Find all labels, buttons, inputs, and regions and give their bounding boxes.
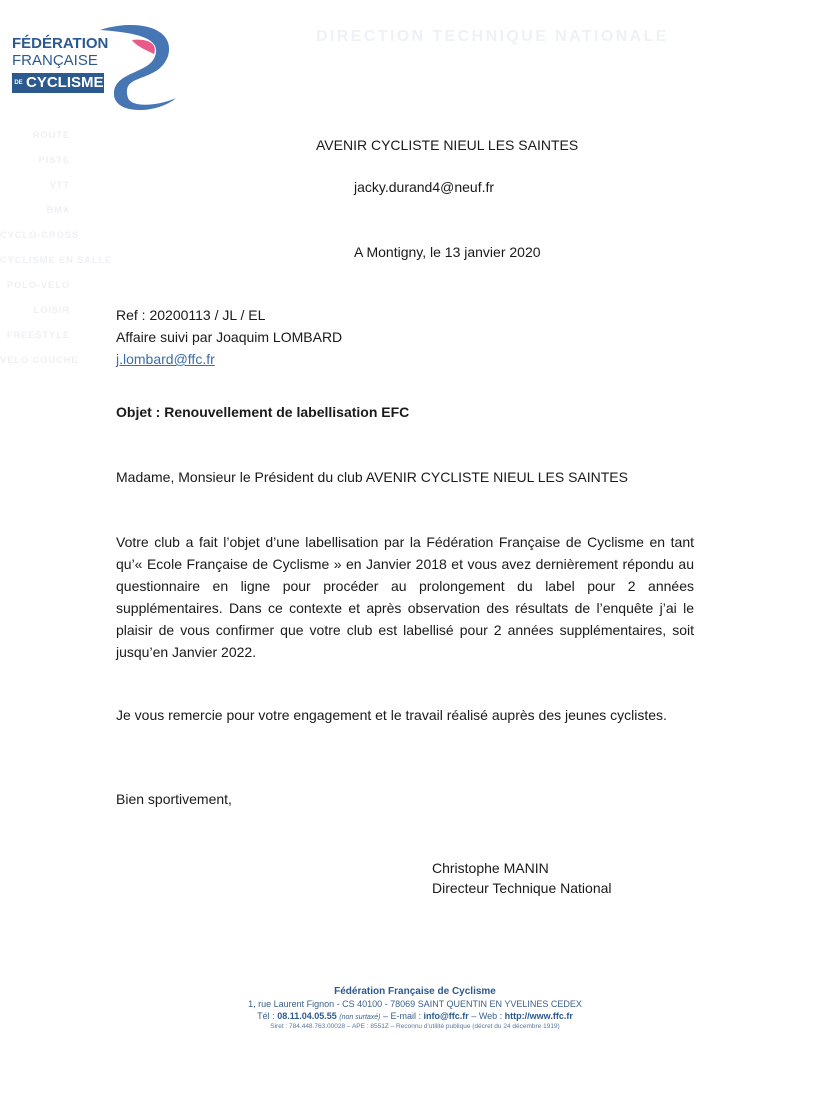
footer-address: 1, rue Laurent Fignon - CS 40100 - 78069 SAINT QUENTIN EN YVELINES CEDEX — [248, 999, 582, 1009]
discipline-item: LOISIR — [33, 305, 70, 316]
header-watermark: DIRECTION TECHNIQUE NATIONALE — [316, 28, 669, 45]
footer-email-label: – E-mail : — [380, 1011, 424, 1021]
discipline-item: CYCLISME EN SALLE — [0, 255, 113, 266]
footer-legal: Siret : 784.448.763.00028 – APE : 8551Z – Reconnu d’utilité publique (décret du 24 décembre 1919) — [270, 1023, 560, 1030]
footer-contact — [150, 1011, 680, 1021]
logo-de: DE — [14, 80, 23, 87]
logo-line-francaise: FRANÇAISE — [12, 52, 98, 69]
discipline-item: VTT — [49, 180, 70, 191]
handler-email-link[interactable]: j.lombard@ffc.fr — [116, 351, 215, 367]
date-line: A Montigny, le 13 janvier 2020 — [354, 244, 541, 260]
footer-tel-label: Tél : — [257, 1011, 278, 1021]
salutation: Madame, Monsieur le Président du club AVENIR CYCLISTE NIEUL LES SAINTES — [116, 469, 628, 485]
body-paragraph: Je vous remercie pour votre engagement et le travail réalisé auprès des jeunes cyclistes. — [116, 707, 667, 723]
footer-web-label: – Web : — [468, 1011, 505, 1021]
subject-line: Objet : Renouvellement de labellisation EFC — [116, 404, 410, 420]
ffc-logo — [8, 22, 184, 112]
body-paragraph: Votre club a fait l’objet d’une labellisation par la Fédération Française de Cyclisme en tant qu’« Ecole Française de Cyclisme » en Janvier 2018 et vous avez dernièrement répondu au questionnaire en ligne pour procéder au prolongement du label pour 2 années supplémentaires. Dans ce contexte et après observation des résultats de l’enquête j’ai le plaisir de vous confirmer que votre club est labellisé pour 2 années supplémentaires, soit jusqu’en Janvier 2022. — [116, 534, 694, 660]
footer-tel: 08.11.04.05.55 — [277, 1011, 337, 1021]
footer-tel-note: (non surtaxé) — [339, 1014, 381, 1021]
disciplines-list — [0, 128, 113, 378]
handled-by: Affaire suivi par Joaquim LOMBARD — [116, 329, 343, 345]
discipline-item: VELO COUCHE — [0, 355, 79, 366]
logo-line-federation: FÉDÉRATION — [12, 35, 109, 52]
footer — [150, 986, 680, 1030]
discipline-item: BMX — [46, 205, 70, 216]
recipient-club: AVENIR CYCLISTE NIEUL LES SAINTES — [316, 137, 579, 153]
footer-org: Fédération Française de Cyclisme — [334, 986, 496, 997]
discipline-item: POLO-VELO — [6, 280, 70, 291]
logo-cyclisme: CYCLISME — [26, 74, 104, 91]
discipline-item: PISTE — [38, 155, 70, 166]
signature-title: Directeur Technique National — [432, 880, 612, 896]
reference-number: Ref : 20200113 / JL / EL — [116, 307, 266, 323]
discipline-item: CYCLO-CROSS — [0, 230, 79, 241]
footer-web-link[interactable]: http://www.ffc.fr — [504, 1011, 573, 1021]
discipline-item: FREESTYLE — [6, 330, 70, 341]
logo-line-cyclisme — [12, 73, 104, 93]
recipient-email: jacky.durand4@neuf.fr — [354, 179, 495, 195]
discipline-item: ROUTE — [32, 130, 70, 141]
signature-name: Christophe MANIN — [432, 860, 549, 876]
footer-email-link[interactable]: info@ffc.fr — [423, 1011, 469, 1021]
closing: Bien sportivement, — [116, 791, 232, 807]
